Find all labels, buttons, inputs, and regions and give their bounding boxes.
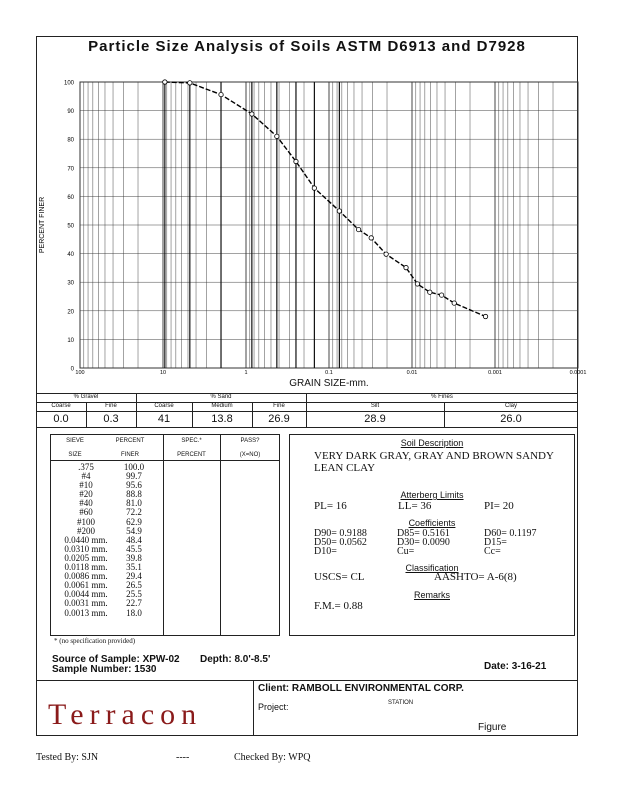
- hdr-spec: SPEC.*: [181, 438, 202, 444]
- y-tick-label: 50: [67, 223, 74, 230]
- val-medium-sand: 13.8: [211, 413, 233, 425]
- col-fine-sand: Fine: [273, 403, 285, 409]
- subhdr-pass: (X=NO): [239, 452, 261, 458]
- d50: D50= 0.0562: [314, 537, 367, 548]
- data-point: [294, 159, 298, 163]
- col-silt: Silt: [370, 403, 380, 409]
- sieve-size-cell: .375: [78, 462, 94, 472]
- percent-finer-cell: 22.7: [126, 598, 142, 609]
- data-point: [312, 186, 316, 190]
- percent-finer-cell: 48.4: [126, 534, 142, 545]
- sieve-size-cell: #60: [79, 507, 93, 518]
- station-label: STATION: [388, 700, 414, 706]
- d30: D30= 0.0090: [397, 537, 450, 548]
- sand-group-label: % Sand: [210, 394, 232, 400]
- col-coarse-gravel: Coarse: [51, 403, 71, 409]
- subhdr-spec: PERCENT: [177, 452, 206, 458]
- plasticity-index: PI= 20: [484, 500, 514, 512]
- remarks-heading: Remarks: [413, 590, 450, 600]
- d60: D60= 0.1197: [484, 528, 537, 539]
- data-point: [250, 112, 254, 116]
- fineness-modulus: F.M.= 0.88: [314, 600, 363, 612]
- sieve-size-cell: 0.0086 mm.: [64, 571, 108, 582]
- d90: D90= 0.9188: [314, 528, 367, 539]
- sieve-size-cell: 0.0118 mm.: [64, 562, 108, 573]
- aashto-class: AASHTO= A-6(8): [434, 571, 517, 583]
- x-axis-label: GRAIN SIZE-mm.: [289, 378, 369, 389]
- percent-finer-cell: 18.0: [126, 607, 142, 618]
- terracon-logo: Terracon: [48, 698, 203, 731]
- project-label: Project:: [258, 702, 289, 712]
- x-tick-label: 0.1: [325, 370, 333, 376]
- percent-finer-cell: 54.9: [126, 525, 142, 536]
- sample-depth: Depth: 8.0'-8.5': [200, 654, 271, 665]
- y-tick-label: 20: [67, 309, 74, 316]
- col-coarse-sand: Coarse: [154, 403, 174, 409]
- classification-heading: Classification: [405, 563, 459, 573]
- percent-finer-cell: 88.8: [126, 489, 142, 500]
- atterberg-heading: Atterberg Limits: [400, 490, 464, 500]
- percent-finer-cell: 100.0: [123, 462, 145, 472]
- spec-footnote: * (no specification provided): [54, 637, 136, 645]
- x-tick-label: 0.0001: [569, 370, 587, 376]
- sieve-size-cell: #200: [77, 525, 95, 536]
- percent-finer-cell: 95.6: [126, 480, 142, 491]
- col-fine-gravel: Fine: [105, 403, 117, 409]
- data-point: [428, 290, 432, 294]
- sample-source: Source of Sample: XPW-02: [52, 654, 180, 665]
- hdr-sieve: SIEVE: [66, 438, 84, 444]
- divider: [36, 680, 578, 681]
- percent-finer-cell: 39.8: [126, 552, 142, 563]
- val-clay: 26.0: [500, 413, 522, 425]
- data-point: [337, 209, 341, 213]
- percent-finer-column: [112, 463, 156, 618]
- val-silt: 28.9: [364, 413, 386, 425]
- val-coarse-gravel: 0.0: [53, 413, 69, 425]
- data-point: [404, 265, 408, 269]
- data-point: [384, 252, 388, 256]
- sieve-size-cell: #10: [79, 480, 93, 491]
- soil-description-text: VERY DARK GRAY, GRAY AND BROWN SANDY LEAN CLAY: [314, 450, 554, 474]
- cc: Cc=: [484, 546, 501, 557]
- data-point: [219, 92, 223, 96]
- data-point: [452, 301, 456, 305]
- divider: [36, 427, 578, 428]
- percent-finer-cell: 45.5: [126, 543, 142, 554]
- y-tick-label: 30: [67, 280, 74, 287]
- x-tick-label: 100: [75, 370, 85, 376]
- sieve-size-cell: 0.0031 mm.: [64, 598, 108, 609]
- x-tick-label: 1: [244, 370, 248, 376]
- col-medium-sand: Medium: [211, 403, 233, 409]
- val-coarse-sand: 41: [157, 413, 171, 425]
- tested-by: Tested By: SJN: [36, 752, 99, 763]
- val-fine-gravel: 0.3: [103, 413, 119, 425]
- x-tick-label: 0.01: [406, 370, 418, 376]
- x-tick-label: 0.001: [488, 370, 502, 376]
- y-axis-label: PERCENT FINER: [39, 196, 46, 254]
- sample-date: Date: 3-16-21: [484, 661, 547, 672]
- fines-group-label: % Fines: [431, 394, 453, 400]
- divider: [50, 460, 280, 461]
- divider: [253, 680, 254, 736]
- figure-label: Figure: [478, 722, 507, 733]
- hdr-pass: PASS?: [240, 438, 260, 444]
- y-tick-label: 80: [67, 137, 74, 144]
- percent-finer-cell: 26.5: [126, 580, 142, 591]
- percent-finer-cell: 29.4: [126, 571, 142, 582]
- data-point: [163, 80, 167, 84]
- client-name: Client: RAMBOLL ENVIRONMENTAL CORP.: [258, 683, 464, 694]
- y-tick-label: 100: [63, 80, 74, 87]
- soil-description-heading: Soil Description: [400, 438, 464, 448]
- divider: [220, 434, 221, 636]
- subhdr-finer: FINER: [121, 452, 139, 458]
- data-point: [483, 314, 487, 318]
- cu: Cu=: [397, 546, 415, 557]
- sieve-size-cell: #4: [81, 471, 91, 482]
- divider: [163, 434, 164, 636]
- y-tick-label: 0: [70, 366, 74, 373]
- data-point: [439, 293, 443, 297]
- data-point: [275, 134, 279, 138]
- percent-finer-cell: 35.1: [126, 562, 142, 573]
- sieve-size-cell: 0.0061 mm.: [64, 580, 108, 591]
- d15: D15=: [484, 537, 507, 548]
- percent-finer-cell: 25.5: [126, 589, 142, 600]
- sieve-size-cell: 0.0205 mm.: [64, 552, 108, 563]
- subhdr-size: SIZE: [68, 452, 82, 458]
- plastic-limit: PL= 16: [314, 500, 347, 512]
- val-fine-sand: 26.9: [268, 413, 290, 425]
- sieve-size-cell: 0.0013 mm.: [64, 607, 108, 618]
- uscs-class: USCS= CL: [314, 571, 365, 583]
- sample-number: Sample Number: 1530: [52, 664, 157, 675]
- data-series-line: [165, 82, 486, 317]
- percent-finer-cell: 62.9: [126, 516, 142, 527]
- chart-title: Particle Size Analysis of Soils ASTM D6913 and D7928: [88, 38, 526, 55]
- hdr-percent: PERCENT: [115, 438, 145, 444]
- data-point: [188, 81, 192, 85]
- sieve-size-cell: 0.0440 mm.: [64, 534, 108, 545]
- sieve-size-cell: #20: [79, 489, 93, 500]
- coefficients-heading: Coefficients: [408, 518, 456, 528]
- data-point: [369, 236, 373, 240]
- y-tick-label: 60: [67, 194, 74, 201]
- x-tick-label: 10: [159, 370, 167, 376]
- percent-finer-cell: 72.2: [126, 507, 142, 518]
- col-clay: Clay: [504, 403, 517, 409]
- data-point: [415, 282, 419, 286]
- divider: [36, 411, 578, 412]
- percent-finer-cell: 81.0: [126, 498, 142, 509]
- gravel-group-label: % Gravel: [73, 394, 99, 400]
- y-tick-label: 70: [67, 166, 74, 173]
- d85: D85= 0.5161: [397, 528, 450, 539]
- sieve-size-cell: #40: [79, 498, 93, 509]
- percent-finer-cell: 99.7: [126, 471, 142, 482]
- y-tick-label: 10: [67, 337, 74, 344]
- data-point: [356, 227, 360, 231]
- sieve-size-column: [56, 463, 116, 618]
- checked-by: Checked By: WPQ: [234, 752, 311, 763]
- sieve-size-cell: 0.0044 mm.: [64, 589, 108, 600]
- sieve-size-cell: 0.0310 mm.: [64, 543, 108, 554]
- d10: D10=: [314, 546, 337, 557]
- y-tick-label: 40: [67, 252, 74, 259]
- y-tick-label: 90: [67, 109, 74, 116]
- liquid-limit: LL= 36: [398, 500, 432, 512]
- sieve-size-cell: #100: [77, 516, 95, 527]
